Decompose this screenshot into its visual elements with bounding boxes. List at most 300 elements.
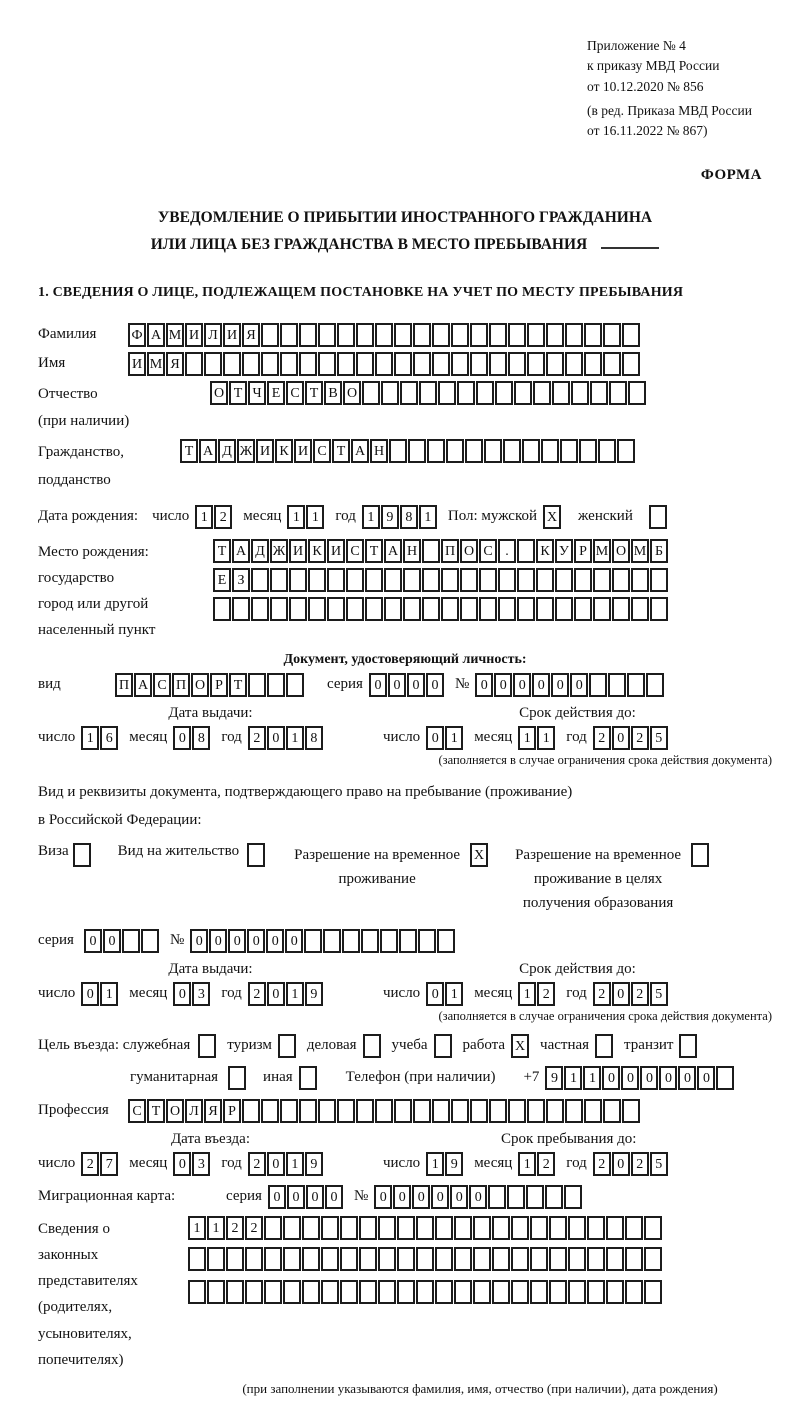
char-cell[interactable] [508, 1099, 526, 1123]
char-cell[interactable] [302, 1280, 320, 1304]
char-cell[interactable] [649, 505, 667, 529]
char-cell[interactable]: 0 [374, 1185, 392, 1209]
char-cell[interactable]: 0 [513, 673, 531, 697]
char-cell[interactable] [418, 929, 436, 953]
char-cell[interactable] [622, 352, 640, 376]
char-cell[interactable]: 0 [306, 1185, 324, 1209]
char-cell[interactable]: 0 [426, 673, 444, 697]
char-cell[interactable] [356, 1099, 374, 1123]
char-cell[interactable] [378, 1247, 396, 1271]
char-cell[interactable]: Т [229, 673, 247, 697]
char-cell[interactable]: 2 [81, 1152, 99, 1176]
char-cell[interactable] [437, 929, 455, 953]
char-cell[interactable] [267, 673, 285, 697]
char-cell[interactable]: 0 [621, 1066, 639, 1090]
char-cell[interactable]: 0 [393, 1185, 411, 1209]
char-cell[interactable] [473, 1247, 491, 1271]
char-cell[interactable]: 0 [469, 1185, 487, 1209]
char-cell[interactable] [716, 1066, 734, 1090]
char-cell[interactable] [608, 673, 626, 697]
char-cell[interactable] [394, 323, 412, 347]
char-cell[interactable] [530, 1216, 548, 1240]
char-cell[interactable] [416, 1280, 434, 1304]
char-cell[interactable] [438, 381, 456, 405]
char-cell[interactable]: 0 [532, 673, 550, 697]
char-cell[interactable]: И [327, 539, 345, 563]
char-cell[interactable] [451, 352, 469, 376]
char-cell[interactable]: 3 [192, 1152, 210, 1176]
char-cell[interactable]: А [384, 539, 402, 563]
char-cell[interactable] [375, 323, 393, 347]
char-cell[interactable] [416, 1247, 434, 1271]
char-cell[interactable] [435, 1280, 453, 1304]
char-cell[interactable] [299, 1099, 317, 1123]
char-cell[interactable] [441, 568, 459, 592]
char-cell[interactable] [207, 1280, 225, 1304]
char-cell[interactable] [213, 597, 231, 621]
char-cell[interactable]: М [147, 352, 165, 376]
char-cell[interactable] [650, 597, 668, 621]
char-cell[interactable] [280, 352, 298, 376]
char-cell[interactable] [245, 1280, 263, 1304]
char-cell[interactable] [261, 1099, 279, 1123]
char-cell[interactable] [565, 1099, 583, 1123]
char-cell[interactable] [397, 1216, 415, 1240]
char-cell[interactable]: Ч [248, 381, 266, 405]
char-cell[interactable] [394, 1099, 412, 1123]
char-cell[interactable]: 5 [650, 982, 668, 1006]
char-cell[interactable] [603, 1099, 621, 1123]
char-cell[interactable] [283, 1247, 301, 1271]
char-cell[interactable]: С [479, 539, 497, 563]
char-cell[interactable] [625, 1216, 643, 1240]
char-cell[interactable] [628, 381, 646, 405]
char-cell[interactable] [508, 352, 526, 376]
char-cell[interactable]: 2 [537, 1152, 555, 1176]
char-cell[interactable] [422, 597, 440, 621]
char-cell[interactable] [617, 439, 635, 463]
char-cell[interactable]: 0 [173, 1152, 191, 1176]
char-cell[interactable]: О [210, 381, 228, 405]
char-cell[interactable] [508, 323, 526, 347]
char-cell[interactable] [568, 1216, 586, 1240]
char-cell[interactable] [304, 929, 322, 953]
char-cell[interactable] [644, 1280, 662, 1304]
char-cell[interactable]: А [232, 539, 250, 563]
char-cell[interactable] [492, 1280, 510, 1304]
char-cell[interactable]: 0 [325, 1185, 343, 1209]
char-cell[interactable]: С [313, 439, 331, 463]
char-cell[interactable]: 0 [602, 1066, 620, 1090]
char-cell[interactable] [422, 568, 440, 592]
char-cell[interactable]: Ж [270, 539, 288, 563]
char-cell[interactable]: 8 [400, 505, 418, 529]
char-cell[interactable] [283, 1280, 301, 1304]
char-cell[interactable] [365, 597, 383, 621]
char-cell[interactable] [226, 1247, 244, 1271]
char-cell[interactable] [584, 323, 602, 347]
char-cell[interactable] [527, 323, 545, 347]
char-cell[interactable]: 0 [551, 673, 569, 697]
char-cell[interactable]: Е [213, 568, 231, 592]
char-cell[interactable] [308, 597, 326, 621]
char-cell[interactable] [470, 323, 488, 347]
char-cell[interactable] [568, 1280, 586, 1304]
char-cell[interactable] [394, 352, 412, 376]
char-cell[interactable] [384, 597, 402, 621]
char-cell[interactable] [422, 539, 440, 563]
char-cell[interactable] [536, 597, 554, 621]
char-cell[interactable]: А [351, 439, 369, 463]
char-cell[interactable]: 1 [583, 1066, 601, 1090]
char-cell[interactable] [530, 1280, 548, 1304]
char-cell[interactable]: И [289, 539, 307, 563]
char-cell[interactable]: К [536, 539, 554, 563]
char-cell[interactable]: Ф [128, 323, 146, 347]
char-cell[interactable]: Т [229, 381, 247, 405]
char-cell[interactable] [593, 597, 611, 621]
char-cell[interactable] [514, 381, 532, 405]
char-cell[interactable] [549, 1247, 567, 1271]
char-cell[interactable] [565, 323, 583, 347]
char-cell[interactable]: Р [223, 1099, 241, 1123]
char-cell[interactable] [416, 1216, 434, 1240]
char-cell[interactable]: О [343, 381, 361, 405]
char-cell[interactable] [141, 929, 159, 953]
char-cell[interactable] [264, 1247, 282, 1271]
char-cell[interactable] [397, 1247, 415, 1271]
char-cell[interactable] [571, 381, 589, 405]
char-cell[interactable] [625, 1247, 643, 1271]
char-cell[interactable]: 2 [245, 1216, 263, 1240]
char-cell[interactable] [603, 323, 621, 347]
char-cell[interactable] [503, 439, 521, 463]
char-cell[interactable] [549, 1280, 567, 1304]
char-cell[interactable]: 1 [518, 982, 536, 1006]
char-cell[interactable]: 0 [678, 1066, 696, 1090]
char-cell[interactable]: К [308, 539, 326, 563]
char-cell[interactable] [587, 1216, 605, 1240]
char-cell[interactable] [603, 352, 621, 376]
char-cell[interactable] [283, 1216, 301, 1240]
char-cell[interactable]: Т [180, 439, 198, 463]
char-cell[interactable] [242, 352, 260, 376]
char-cell[interactable] [384, 568, 402, 592]
char-cell[interactable]: 1 [286, 726, 304, 750]
char-cell[interactable] [378, 1216, 396, 1240]
char-cell[interactable] [546, 323, 564, 347]
char-cell[interactable]: 9 [545, 1066, 563, 1090]
char-cell[interactable] [522, 439, 540, 463]
char-cell[interactable] [261, 352, 279, 376]
char-cell[interactable]: 2 [248, 726, 266, 750]
char-cell[interactable] [264, 1216, 282, 1240]
char-cell[interactable]: 0 [81, 982, 99, 1006]
char-cell[interactable]: О [612, 539, 630, 563]
char-cell[interactable] [555, 597, 573, 621]
char-cell[interactable] [389, 439, 407, 463]
char-cell[interactable]: З [232, 568, 250, 592]
char-cell[interactable]: М [166, 323, 184, 347]
char-cell[interactable]: 2 [537, 982, 555, 1006]
char-cell[interactable]: А [134, 673, 152, 697]
char-cell[interactable] [340, 1216, 358, 1240]
char-cell[interactable] [308, 568, 326, 592]
char-cell[interactable]: Р [210, 673, 228, 697]
char-cell[interactable]: О [460, 539, 478, 563]
char-cell[interactable] [226, 1280, 244, 1304]
char-cell[interactable] [327, 568, 345, 592]
char-cell[interactable]: Т [147, 1099, 165, 1123]
char-cell[interactable] [441, 597, 459, 621]
char-cell[interactable]: X [470, 843, 488, 867]
char-cell[interactable] [247, 843, 265, 867]
char-cell[interactable]: 9 [445, 1152, 463, 1176]
char-cell[interactable]: 9 [381, 505, 399, 529]
char-cell[interactable] [363, 1034, 381, 1058]
char-cell[interactable] [122, 929, 140, 953]
char-cell[interactable] [527, 352, 545, 376]
char-cell[interactable]: X [511, 1034, 529, 1058]
char-cell[interactable] [457, 381, 475, 405]
char-cell[interactable]: И [185, 323, 203, 347]
char-cell[interactable]: 2 [631, 726, 649, 750]
char-cell[interactable] [362, 381, 380, 405]
char-cell[interactable] [228, 1066, 246, 1090]
char-cell[interactable] [432, 323, 450, 347]
char-cell[interactable] [479, 597, 497, 621]
char-cell[interactable] [536, 568, 554, 592]
char-cell[interactable] [446, 439, 464, 463]
char-cell[interactable]: 0 [267, 1152, 285, 1176]
char-cell[interactable]: 0 [287, 1185, 305, 1209]
char-cell[interactable] [375, 1099, 393, 1123]
char-cell[interactable] [413, 1099, 431, 1123]
char-cell[interactable] [476, 381, 494, 405]
char-cell[interactable]: 3 [192, 982, 210, 1006]
char-cell[interactable] [644, 1247, 662, 1271]
char-cell[interactable] [587, 1247, 605, 1271]
char-cell[interactable] [289, 597, 307, 621]
char-cell[interactable] [299, 352, 317, 376]
char-cell[interactable] [511, 1247, 529, 1271]
char-cell[interactable] [198, 1034, 216, 1058]
char-cell[interactable] [280, 323, 298, 347]
char-cell[interactable]: 0 [426, 982, 444, 1006]
char-cell[interactable]: 0 [412, 1185, 430, 1209]
char-cell[interactable] [622, 323, 640, 347]
char-cell[interactable]: 0 [268, 1185, 286, 1209]
char-cell[interactable]: П [115, 673, 133, 697]
char-cell[interactable] [530, 1247, 548, 1271]
char-cell[interactable]: 0 [612, 982, 630, 1006]
char-cell[interactable] [278, 1034, 296, 1058]
char-cell[interactable] [541, 439, 559, 463]
char-cell[interactable] [595, 1034, 613, 1058]
char-cell[interactable] [245, 1247, 263, 1271]
char-cell[interactable] [612, 568, 630, 592]
char-cell[interactable]: 0 [450, 1185, 468, 1209]
char-cell[interactable]: 5 [650, 1152, 668, 1176]
char-cell[interactable]: 0 [640, 1066, 658, 1090]
char-cell[interactable]: А [199, 439, 217, 463]
char-cell[interactable] [579, 439, 597, 463]
char-cell[interactable] [489, 352, 507, 376]
char-cell[interactable] [488, 1185, 506, 1209]
char-cell[interactable] [399, 929, 417, 953]
char-cell[interactable] [302, 1216, 320, 1240]
char-cell[interactable] [340, 1247, 358, 1271]
char-cell[interactable]: 0 [407, 673, 425, 697]
char-cell[interactable] [590, 381, 608, 405]
char-cell[interactable] [473, 1280, 491, 1304]
char-cell[interactable] [631, 568, 649, 592]
char-cell[interactable] [451, 1099, 469, 1123]
char-cell[interactable] [356, 352, 374, 376]
char-cell[interactable]: А [147, 323, 165, 347]
char-cell[interactable] [517, 568, 535, 592]
char-cell[interactable]: 1 [419, 505, 437, 529]
char-cell[interactable] [356, 323, 374, 347]
char-cell[interactable] [286, 673, 304, 697]
char-cell[interactable] [346, 597, 364, 621]
char-cell[interactable] [460, 597, 478, 621]
char-cell[interactable]: 0 [247, 929, 265, 953]
char-cell[interactable]: 0 [426, 726, 444, 750]
char-cell[interactable]: 1 [286, 982, 304, 1006]
char-cell[interactable] [321, 1216, 339, 1240]
char-cell[interactable] [593, 568, 611, 592]
char-cell[interactable] [451, 323, 469, 347]
char-cell[interactable] [609, 381, 627, 405]
char-cell[interactable]: 2 [631, 1152, 649, 1176]
char-cell[interactable] [560, 439, 578, 463]
char-cell[interactable] [251, 568, 269, 592]
char-cell[interactable]: . [498, 539, 516, 563]
char-cell[interactable] [359, 1247, 377, 1271]
char-cell[interactable]: 0 [228, 929, 246, 953]
char-cell[interactable] [691, 843, 709, 867]
char-cell[interactable] [207, 1247, 225, 1271]
char-cell[interactable] [323, 929, 341, 953]
char-cell[interactable]: Ж [237, 439, 255, 463]
char-cell[interactable] [434, 1034, 452, 1058]
char-cell[interactable]: И [294, 439, 312, 463]
char-cell[interactable]: Д [251, 539, 269, 563]
char-cell[interactable] [625, 1280, 643, 1304]
char-cell[interactable] [435, 1247, 453, 1271]
char-cell[interactable]: 6 [100, 726, 118, 750]
char-cell[interactable]: 2 [248, 982, 266, 1006]
char-cell[interactable]: 1 [518, 726, 536, 750]
char-cell[interactable]: Д [218, 439, 236, 463]
char-cell[interactable]: Л [185, 1099, 203, 1123]
char-cell[interactable]: С [286, 381, 304, 405]
char-cell[interactable] [646, 673, 664, 697]
char-cell[interactable] [549, 1216, 567, 1240]
char-cell[interactable]: 2 [593, 1152, 611, 1176]
char-cell[interactable] [565, 352, 583, 376]
char-cell[interactable] [489, 1099, 507, 1123]
char-cell[interactable] [574, 568, 592, 592]
char-cell[interactable] [342, 929, 360, 953]
char-cell[interactable] [555, 568, 573, 592]
char-cell[interactable] [318, 1099, 336, 1123]
char-cell[interactable]: 0 [173, 982, 191, 1006]
char-cell[interactable] [380, 929, 398, 953]
char-cell[interactable] [470, 352, 488, 376]
char-cell[interactable]: 0 [431, 1185, 449, 1209]
char-cell[interactable]: 1 [564, 1066, 582, 1090]
char-cell[interactable]: Б [650, 539, 668, 563]
char-cell[interactable] [631, 597, 649, 621]
char-cell[interactable] [270, 597, 288, 621]
char-cell[interactable] [460, 568, 478, 592]
char-cell[interactable]: 1 [362, 505, 380, 529]
char-cell[interactable]: Е [267, 381, 285, 405]
char-cell[interactable]: И [256, 439, 274, 463]
char-cell[interactable] [470, 1099, 488, 1123]
char-cell[interactable]: 0 [190, 929, 208, 953]
char-cell[interactable]: 1 [445, 726, 463, 750]
char-cell[interactable]: 1 [445, 982, 463, 1006]
char-cell[interactable] [495, 381, 513, 405]
char-cell[interactable]: Т [365, 539, 383, 563]
char-cell[interactable] [302, 1247, 320, 1271]
char-cell[interactable]: 8 [192, 726, 210, 750]
char-cell[interactable] [498, 597, 516, 621]
char-cell[interactable]: 0 [570, 673, 588, 697]
char-cell[interactable]: 0 [369, 673, 387, 697]
char-cell[interactable]: П [172, 673, 190, 697]
char-cell[interactable] [242, 1099, 260, 1123]
char-cell[interactable] [432, 1099, 450, 1123]
char-cell[interactable] [507, 1185, 525, 1209]
char-cell[interactable]: М [631, 539, 649, 563]
char-cell[interactable] [546, 1099, 564, 1123]
char-cell[interactable]: 9 [305, 982, 323, 1006]
char-cell[interactable] [533, 381, 551, 405]
char-cell[interactable] [378, 1280, 396, 1304]
char-cell[interactable] [299, 1066, 317, 1090]
char-cell[interactable] [465, 439, 483, 463]
char-cell[interactable]: 0 [173, 726, 191, 750]
char-cell[interactable] [606, 1216, 624, 1240]
char-cell[interactable]: Т [213, 539, 231, 563]
char-cell[interactable] [413, 352, 431, 376]
char-cell[interactable]: 2 [631, 982, 649, 1006]
char-cell[interactable] [545, 1185, 563, 1209]
char-cell[interactable]: 1 [100, 982, 118, 1006]
char-cell[interactable] [204, 352, 222, 376]
char-cell[interactable]: 0 [285, 929, 303, 953]
char-cell[interactable]: 1 [306, 505, 324, 529]
char-cell[interactable]: 0 [697, 1066, 715, 1090]
char-cell[interactable] [511, 1216, 529, 1240]
char-cell[interactable] [318, 352, 336, 376]
char-cell[interactable] [340, 1280, 358, 1304]
char-cell[interactable] [321, 1280, 339, 1304]
char-cell[interactable] [517, 539, 535, 563]
char-cell[interactable] [318, 323, 336, 347]
char-cell[interactable]: 1 [81, 726, 99, 750]
char-cell[interactable]: 0 [209, 929, 227, 953]
char-cell[interactable] [289, 568, 307, 592]
char-cell[interactable] [435, 1216, 453, 1240]
char-cell[interactable] [223, 352, 241, 376]
char-cell[interactable]: В [324, 381, 342, 405]
char-cell[interactable]: 1 [195, 505, 213, 529]
